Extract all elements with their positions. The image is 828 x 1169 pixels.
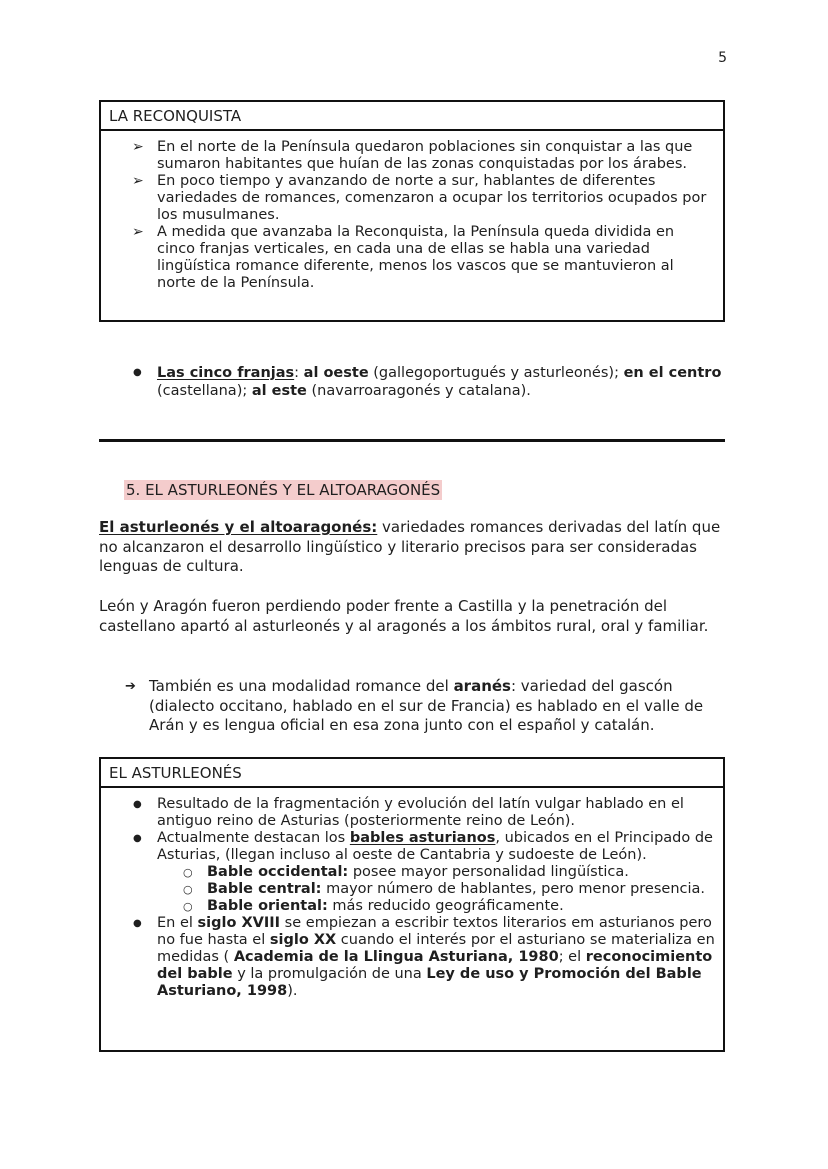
centro-text: (castellana); xyxy=(157,383,252,399)
sub-item xyxy=(207,898,715,915)
este-label: al este xyxy=(251,383,307,399)
sub-item xyxy=(207,881,715,898)
asturleones-list xyxy=(101,796,715,1000)
text-span: En el xyxy=(157,915,198,931)
intro-paragraph xyxy=(99,518,729,577)
bold-span: siglo XVIII xyxy=(197,915,281,931)
aranes-note xyxy=(99,677,729,736)
sub-label: Bable central: xyxy=(207,881,322,897)
franjas-sep: : xyxy=(294,365,300,381)
text-span: y la promulgación de una xyxy=(232,966,427,982)
page-number: 5 xyxy=(718,50,727,66)
bables-link: bables asturianos xyxy=(349,830,496,846)
oeste-label: al oeste xyxy=(303,365,369,381)
oeste-text: (gallegoportugués y asturleonés); xyxy=(368,365,624,381)
bold-span: reconocimiento del bable xyxy=(157,949,713,982)
este-text: (navarroaragonés y catalana). xyxy=(306,383,531,399)
reconquista-title: LA RECONQUISTA xyxy=(101,102,723,131)
aranes-pre: También es una modalidad romance del xyxy=(149,677,454,695)
sub-text: mayor número de hablantes, pero menor presencia. xyxy=(321,881,706,897)
reconquista-box xyxy=(99,100,725,322)
list-item: ● Resultado de la fragmentación y evolución del latín vulgar hablado en el antiguo reino de Asturias (posteriormente reino de León). xyxy=(157,796,715,830)
sub-label: Bable oriental: xyxy=(207,898,328,914)
intro-text: variedades romances derivadas del latín que no alcanzaron el desarrollo lingüístico y literario precisos para ser consideradas lenguas de cultura. xyxy=(99,518,721,575)
bold-span: Academia de la Llingua Asturiana, 1980 xyxy=(233,949,559,965)
bold-span: Ley de uso y Promoción del Bable Asturiano, 1998 xyxy=(157,966,702,999)
list-item xyxy=(157,915,715,1000)
asturleones-title: EL ASTURLEONÉS xyxy=(101,759,723,788)
list-item: ➢ En poco tiempo y avanzando de norte a sur, hablantes de diferentes variedades de romances, comenzaron a ocupar los territorios ocupados por los musulmanes. xyxy=(157,173,715,224)
centro-label: en el centro xyxy=(623,365,722,381)
sub-item xyxy=(207,864,715,881)
list-item xyxy=(157,364,725,400)
sub-text: más reducido geográficamente. xyxy=(327,898,564,914)
arrow-icon: ➔ xyxy=(125,679,136,694)
text-span: se empiezan a escribir textos literarios em asturianos pero no fue hasta el xyxy=(157,915,712,948)
item2-pre: Actualmente destacan los xyxy=(157,830,350,846)
paragraph-2: León y Aragón fueron perdiendo poder frente a Castilla y la penetración del castellano apartó al asturleonés y al aragonés a los ámbitos rural, oral y familiar. xyxy=(99,597,709,635)
aranes-label: aranés xyxy=(453,677,511,695)
franjas-label: Las cinco franjas xyxy=(157,365,295,381)
item2-post: , ubicados en el Principado de Asturias, (llegan incluso al oeste de Cantabria y sudoeste de León). xyxy=(157,830,713,863)
text-span: cuando el interés por el asturiano se materializa en medidas ( xyxy=(157,932,715,965)
reconquista-list xyxy=(101,139,715,292)
franjas-bullet xyxy=(99,364,725,400)
intro-label: El asturleonés y el altoaragonés: xyxy=(99,518,378,536)
bables-sublist xyxy=(157,864,715,915)
text-span: ). xyxy=(287,983,298,999)
asturleones-box xyxy=(99,757,725,1052)
bold-span: siglo XX xyxy=(269,932,337,948)
text-span: ; el xyxy=(558,949,586,965)
divider xyxy=(99,439,725,442)
sub-label: Bable occidental: xyxy=(207,864,349,880)
list-item: ➢ A medida que avanzaba la Reconquista, la Península queda dividida en cinco franjas verticales, en cada una de ellas se habla una variedad lingüística romance diferente, menos los vascos que se mantuvieron al norte de la Península. xyxy=(157,224,715,292)
list-item: ➢ En el norte de la Península quedaron poblaciones sin conquistar a las que sumaron habitantes que huían de las zonas conquistadas por los árabes. xyxy=(157,139,715,173)
sub-text: posee mayor personalidad lingüística. xyxy=(348,864,629,880)
list-item xyxy=(157,830,715,915)
aranes-text: : variedad del gascón (dialecto occitano, hablado en el sur de Francia) es hablado en el valle de Arán y es lengua oficial en esa zona junto con el español y catalán. xyxy=(149,677,704,734)
section-heading: 5. EL ASTURLEONÉS Y EL ALTOARAGONÉS xyxy=(126,481,441,499)
